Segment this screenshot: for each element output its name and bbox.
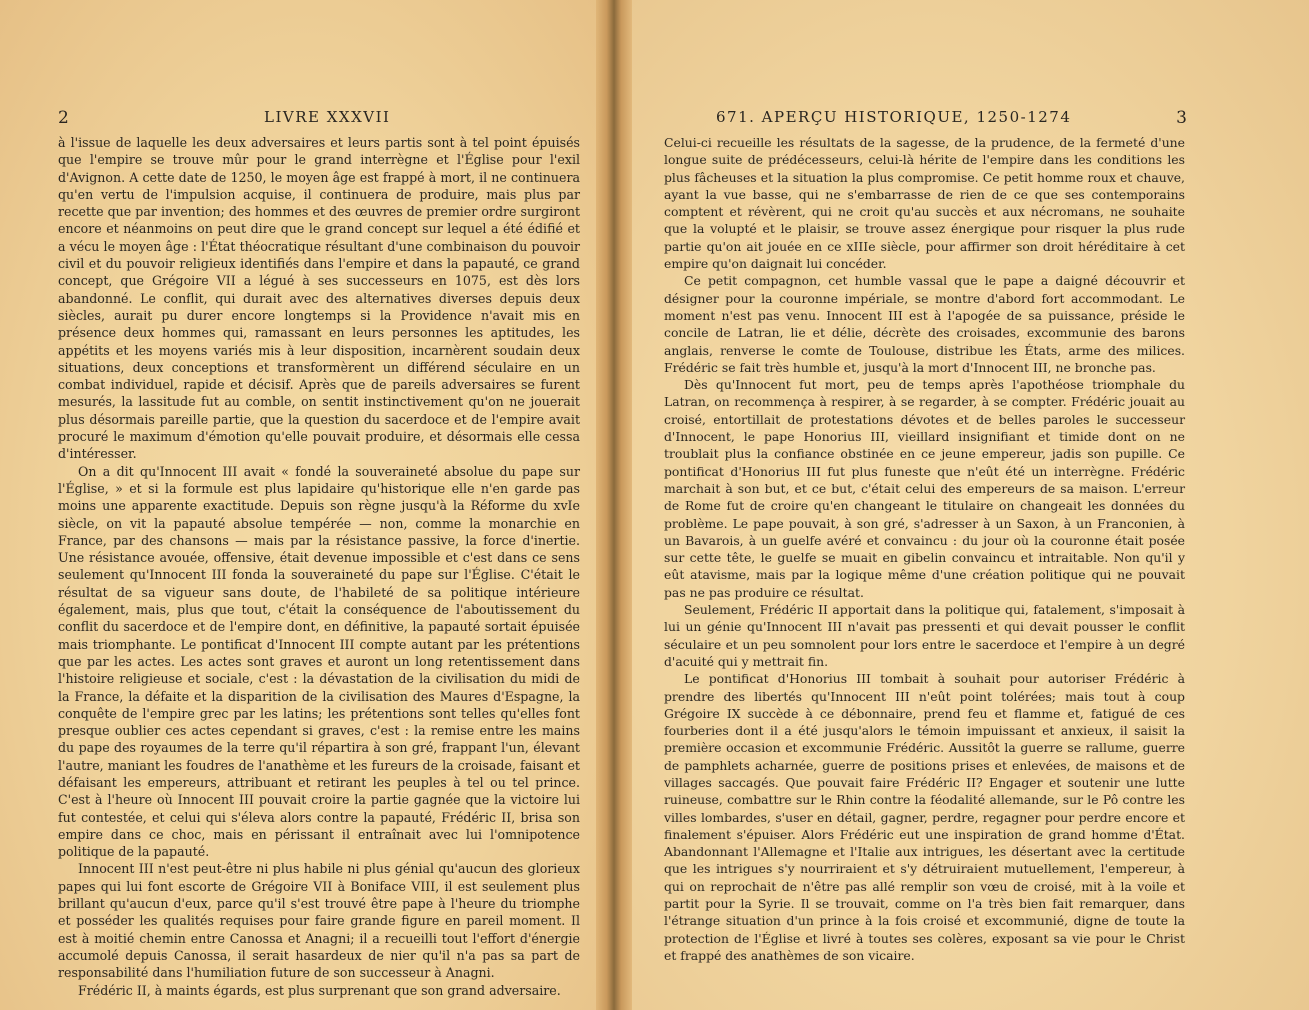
- right-page-header: [664, 108, 1187, 134]
- left-paragraph-4: Frédéric II, à maints égards, est plus surprenant que son grand adversaire.: [78, 982, 561, 998]
- right-paragraph-4: Seulement, Frédéric II apportait dans la politique qui, fatalement, s'imposait à lui un génie qu'Innocent III n'avait pas pressenti et qui devait pousser le conflit séculaire et un peu somnolent pour lors entre le sacerdoce et l'empire à un degré d'acuité qui y mettrait fin.: [664, 602, 1185, 669]
- right-page: [620, 0, 1309, 1010]
- book-gutter: [596, 0, 632, 1010]
- left-paragraph-1: à l'issue de laquelle les deux adversaires et leurs partis sont à tel point épuisés que l'empire se trouve mûr pour le grand interrègne et l'Église pour l'exil d'Avignon. A cette date de 1250, le moyen âge est frappé à mort, il ne continuera qu'en vertu de l'impulsion acquise, il continuera de produire, mais plus par recette que par invention; des hommes et des œuvres de premier ordre surgiront encore et néanmoins on peut dire que le grand concept sur lequel a été édifié et a vécu le moyen âge : l'État théocratique résultant d'une combinaison du pouvoir civil et du pouvoir religieux identifiés dans l'empire et dans la papauté, ce grand concept, que Grégoire VII a légué à ses successeurs en 1075, est dès lors abandonné. Le conflit, qui durait avec des alternatives diverses depuis deux siècles, aurait pu durer encore longtemps si la Providence n'avait mis en présence deux hommes qui, ramassant en leurs personnes les aptitudes, les appétits et les moyens variés mis à leur disposition, incarnèrent soudain deux situations, deux conceptions et transformèrent un différend séculaire en un combat individuel, rapide et décisif. Après que de pareils adversaires se furent mesurés, la lassitude fut au comble, on sentit instinctivement qu'on ne jouerait plus désormais pareille partie, que la question du sacerdoce et de l'empire avait procuré le maximum d'émotion qu'elle pouvait produire, et désormais elle cessa d'intéresser.: [58, 135, 580, 462]
- left-paragraph-2: On a dit qu'Innocent III avait « fondé la souveraineté absolue du pape sur l'Église, » et si la formule est plus lapidaire qu'historique elle n'en garde pas moins une apparente exactitude. Depuis son règne jusqu'à la Réforme du xvIe siècle, on vit la papauté absolue tempérée — non, comme la monarchie en France, par des chansons — mais par la résistance passive, la force d'inertie. Une résistance avouée, offensive, était devenue impossible et c'est dans ce sens seulement qu'Innocent III fonda la souveraineté du pape sur l'Église. C'était le résultat de sa vigueur sans doute, de l'habileté de sa politique intérieure également, mais, plus que tout, c'était la conséquence de l'aboutissement du conflit du sacerdoce et de l'empire dont, en définitive, la papauté sortait épuisée mais triomphante. Le pontificat d'Innocent III compte autant par les prétentions que par les actes. Les actes sont graves et auront un long retentissement dans l'histoire religieuse et sociale, c'est : la dévastation de la civilisation du midi de la France, la défaite et la disparition de la civilisation des Maures d'Espagne, la conquête de l'empire grec par les latins; les prétentions sont telles qu'elles font presque oublier ces actes cependant si graves, c'est : la remise entre les mains du pape des royaumes de la terre qu'il répartira à son gré, frappant l'un, élevant l'autre, maniant les foudres de l'anathème et les fureurs de la croisade, faisant et défaisant les empereurs, attribuant et retirant les peuples à tel ou tel prince. C'est à l'heure où Innocent III pouvait croire la partie gagnée que la victoire lui fut contestée, et celui qui s'éleva alors contre la papauté, Frédéric II, brisa son empire dans ce choc, mais en périssant il entraînait avec lui l'omnipotence politique de la papauté.: [58, 463, 580, 860]
- left-page-header: [58, 108, 582, 134]
- left-page-body: [58, 134, 580, 999]
- right-paragraph-1: Celui-ci recueille les résultats de la sagesse, de la prudence, de la fermeté d'une longue suite de prédécesseurs, celui-là hérite de l'empire dans les conditions les plus fâcheuses et la situation la plus compromise. Ce petit homme roux et chauve, ayant la vue basse, qui ne s'embarrasse de rien de ce que ses contemporains comptent et révèrent, qui ne croit qu'au succès et aux nécromans, ne souhaite que la volupté et le plaisir, se trouve assez énergique pour risquer la plus rude partie qu'on ait jouée en ce xIIIe siècle, pour affirmer son droit héréditaire à cet empire qu'on daignait lui concéder.: [664, 135, 1185, 272]
- right-paragraph-5: Le pontificat d'Honorius III tombait à souhait pour autoriser Frédéric à prendre des libertés qu'Innocent III n'eût point tolérées; mais tout à coup Grégoire IX succède à ce débonnaire, prend feu et flamme et, fatigué de ces fourberies dont il a été jusqu'alors le témoin impuissant et anxieux, il saisit la première occasion et excommunie Frédéric. Aussitôt la guerre se rallume, guerre de pamphlets acharnée, guerre de positions prises et enlevées, de maisons et de villages saccagés. Que pouvait faire Frédéric II? Engager et soutenir une lutte ruineuse, combattre sur le Rhin contre la féodalité allemande, sur le Pô contre les villes lombardes, s'user en détail, gagner, perdre, regagner pour perdre encore et finalement s'épuiser. Alors Frédéric eut une inspiration de grand homme d'État. Abandonnant l'Allemagne et l'Italie aux intrigues, les désertant avec la certitude que les intrigues s'y nourriraient et s'y détruiraient mutuellement, l'empereur, à qui on reprochait de n'être pas allé remplir son vœu de croisé, mit à la voile et partit pour la Syrie. Il se trouvait, comme on l'a très bien fait remarquer, dans l'étrange situation d'un prince à la fois croisé et excommunié, digne de toute la protection de l'Église et livré à toutes ses colères, exposant sa vie pour le Christ et frappé des anathèmes de son vicaire.: [664, 671, 1185, 963]
- right-paragraph-2: Ce petit compagnon, cet humble vassal que le pape a daigné découvrir et désigner pour la couronne impériale, se montre d'abord fort accommodant. Le moment n'est pas venu. Innocent III est à l'apogée de sa puissance, préside le concile de Latran, lie et délie, décrète des croisades, excommunie des barons anglais, renverse le comte de Toulouse, distribue les États, arme des milices. Frédéric se fait très humble et, jusqu'à la mort d'Innocent III, ne bronche pas.: [664, 273, 1185, 375]
- right-page-number: 3: [1176, 108, 1187, 128]
- right-paragraph-3: Dès qu'Innocent fut mort, peu de temps après l'apothéose triomphale du Latran, on recommença à respirer, à se regarder, à se compter. Frédéric jouait au croisé, entortillait de protestations dévotes et de belles paroles le successeur d'Innocent, le pape Honorius III, vieillard insignifiant et timide dont on ne troublait plus la confiance obstinée en ce jeune empereur, jadis son pupille. Ce pontificat d'Honorius III fut plus funeste que n'eût été un interrègne. Frédéric marchait à son but, et ce but, c'était celui des empereurs de sa maison. L'erreur de Rome fut de croire qu'en changeant le titulaire on changeait les données du problème. Le pape pouvait, à son gré, s'adresser à un Saxon, à un Franconien, à un Bavarois, à un guelfe avéré et convaincu : du jour où la couronne était posée sur cette tête, le guelfe se muait en gibelin convaincu et intraitable. Non qu'il y eût atavisme, mais par la logique même d'une création politique qui ne pouvait pas ne pas produire ce résultat.: [664, 377, 1185, 600]
- left-paragraph-3: Innocent III n'est peut-être ni plus habile ni plus génial qu'aucun des glorieux papes qui lui font escorte de Grégoire VII à Boniface VIII, il est seulement plus brillant qu'aucun d'eux, parce qu'il s'est trouvé être pape à l'heure du triomphe et posséder les qualités requises pour faire grande figure en pareil moment. Il est à moitié chemin entre Canossa et Anagni; il a recueilli tout l'effort d'énergie accumolé depuis Canossa, il serait hasardeux de nier qu'il n'a pas sa part de responsabilité dans l'humiliation future de son successeur à Anagni.: [58, 861, 580, 981]
- right-running-head: 671. APERÇU HISTORIQUE, 1250-1274: [716, 108, 1072, 126]
- left-running-head: LIVRE XXXVII: [264, 108, 391, 126]
- left-page: [0, 0, 608, 1010]
- right-page-body: [664, 134, 1185, 964]
- left-page-number: 2: [58, 108, 69, 128]
